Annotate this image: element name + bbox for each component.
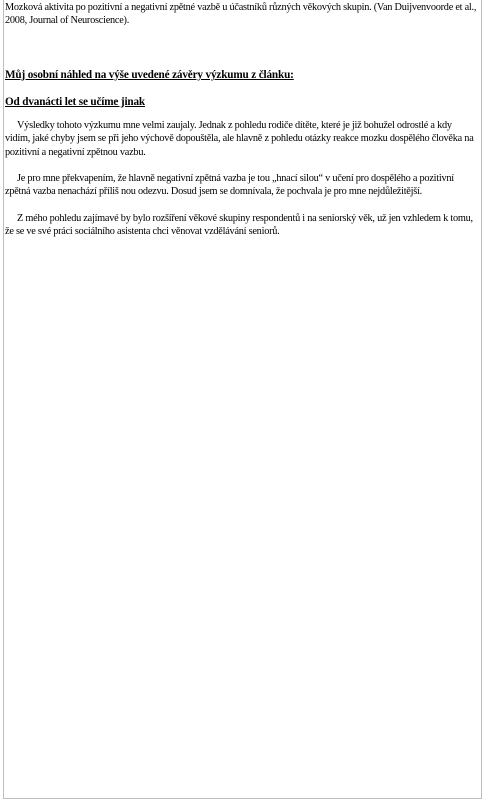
- body-paragraph-1: Výsledky tohoto výzkumu mne velmi zaujaly. Jednak z pohledu rodiče dítěte, které je již bohužel odrostlé a kdy vidím, jaké chyby jsem se při jeho výchově dopouštěla, ale hlavně z pohledu otázky reakce mozku dospělého člověka na pozitivní a negativní zpětnou vazbu.: [5, 119, 474, 158]
- document-body[interactable]: [5, 1, 479, 252]
- body-paragraph-3: Z mého pohledu zajímavé by bylo rozšíření věkové skupiny respondentů i na seniorský věk, už jen vzhledem k tomu, že se ve své práci sociálního asistenta chci věnovat vzdělávání seniorů.: [5, 212, 473, 238]
- intro-paragraph: Mozková aktivita po pozitivní a negativní zpětné vazbě u účastníků různých věkových skupin. (Van Duijvenvoorde et al., 2008, Journal of Neuroscience).: [5, 2, 477, 27]
- subsection-heading: Od dvanácti let se učíme jinak: [5, 95, 146, 108]
- document-page: [3, 0, 482, 799]
- body-paragraph-2: Je pro mne překvapením, že hlavně negativní zpětná vazba je tou „hnací silou“ v učení pro dospělého a pozitivní zpětná vazba nenachází příliš nou odezvu. Dosud jsem se domnívala, že pochvala je pro mne nejdůležitější.: [5, 173, 454, 198]
- section-heading: Můj osobní náhled na výše uvedené závěry výzkumu z článku:: [5, 68, 294, 81]
